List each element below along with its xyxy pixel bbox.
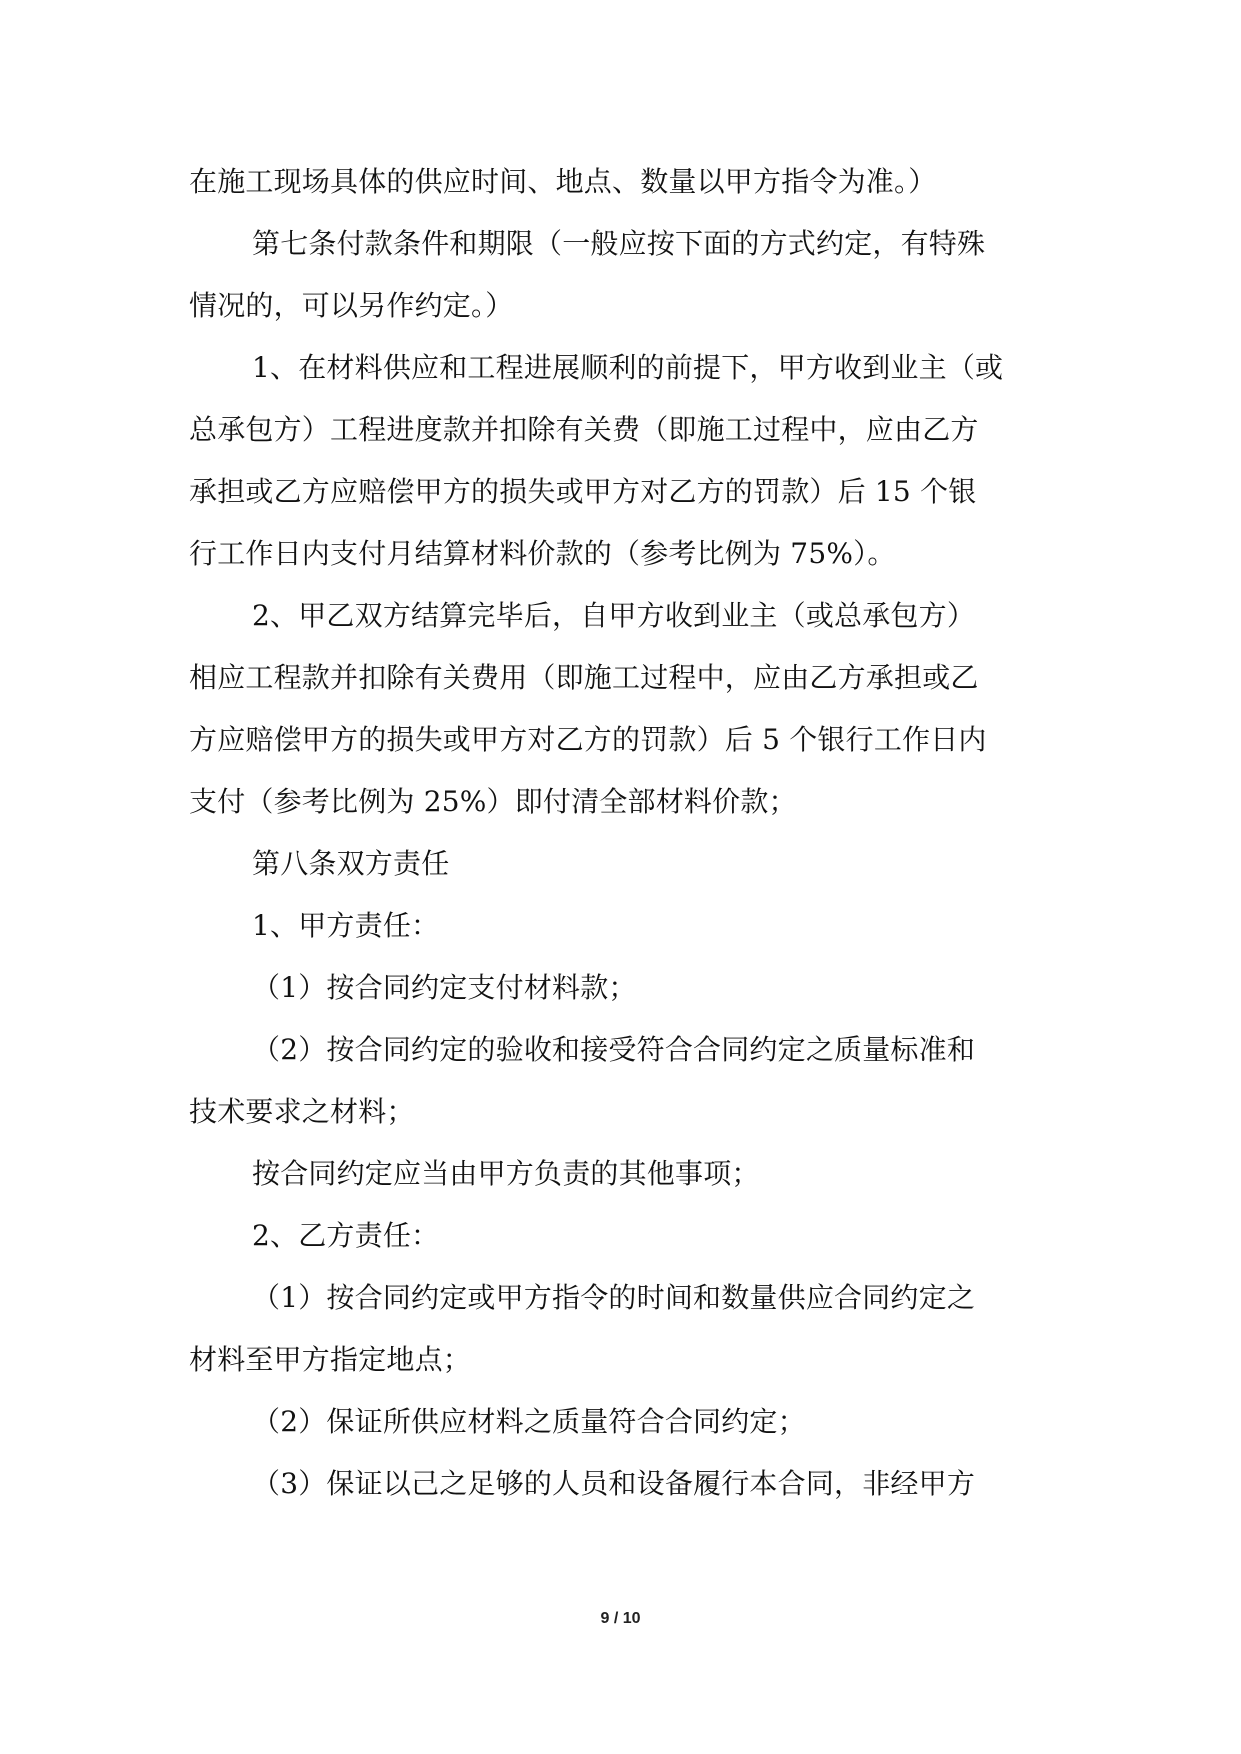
text-line: 承担或乙方应赔偿甲方的损失或甲方对乙方的罚款）后 15 个银: [189, 475, 977, 508]
text-line: 材料至甲方指定地点；: [189, 1343, 472, 1376]
page-number: 9 / 10: [600, 1610, 641, 1627]
party-a-duty-2: （2）按合同约定的验收和接受符合合同约定之质量标准和: [252, 1033, 976, 1066]
party-a-duties-heading: 1、甲方责任：: [252, 909, 440, 942]
document-body: [189, 151, 1054, 1515]
party-a-duty-other: 按合同约定应当由甲方负责的其他事项；: [252, 1157, 760, 1190]
party-a-duty-1: （1）按合同约定支付材料款；: [252, 971, 637, 1004]
text-line: 方应赔偿甲方的损失或甲方对乙方的罚款）后 5 个银行工作日内: [189, 723, 987, 756]
article-7-heading: 第七条付款条件和期限（一般应按下面的方式约定，有特殊: [252, 227, 986, 260]
clause-7-2: 2、甲乙双方结算完毕后，自甲方收到业主（或总承包方）: [252, 599, 976, 632]
party-b-duty-3: （3）保证以己之足够的人员和设备履行本合同，非经甲方: [252, 1467, 976, 1500]
party-b-duty-1: （1）按合同约定或甲方指令的时间和数量供应合同约定之: [252, 1281, 976, 1314]
text-line: 支付（参考比例为 25%）即付清全部材料价款；: [189, 785, 797, 818]
text-line: 情况的，可以另作约定。）: [189, 289, 514, 322]
article-8-heading: 第八条双方责任: [252, 847, 450, 880]
text-line: 行工作日内支付月结算材料价款的（参考比例为 75%）。: [189, 537, 896, 570]
text-line: 技术要求之材料；: [189, 1095, 415, 1128]
text-line: 相应工程款并扣除有关费用（即施工过程中，应由乙方承担或乙: [189, 661, 979, 694]
clause-7-1: 1、在材料供应和工程进展顺利的前提下，甲方收到业主（或: [252, 351, 1004, 384]
text-line: 总承包方）工程进度款并扣除有关费（即施工过程中，应由乙方: [189, 413, 979, 446]
party-b-duty-2: （2）保证所供应材料之质量符合合同约定；: [252, 1405, 806, 1438]
party-b-duties-heading: 2、乙方责任：: [252, 1219, 440, 1252]
text-line: 在施工现场具体的供应时间、地点、数量以甲方指令为准。）: [189, 165, 937, 198]
